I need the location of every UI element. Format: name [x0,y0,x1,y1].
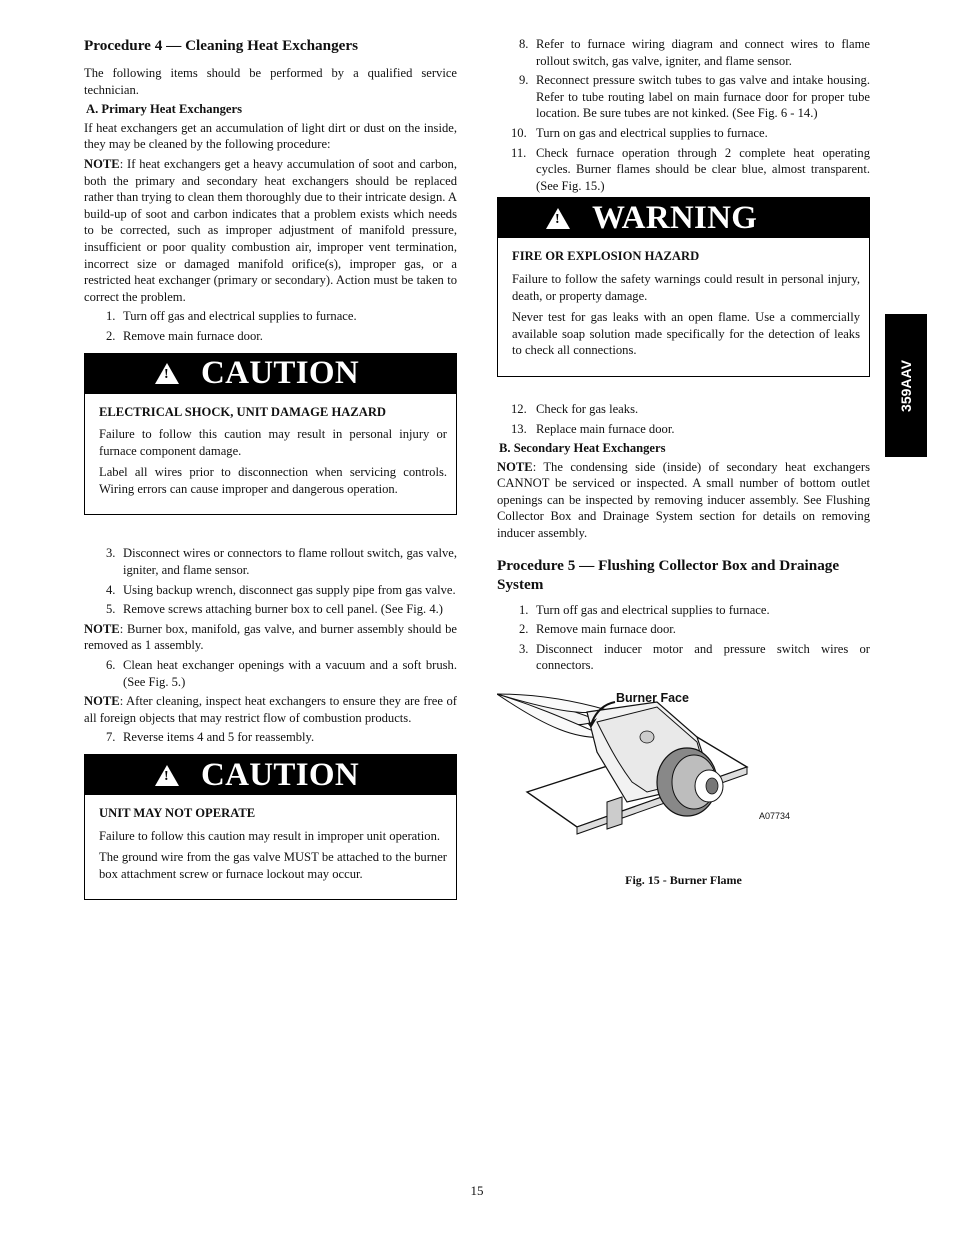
warning-box [497,197,870,377]
step-number: 8. [519,37,529,51]
step-text: Reconnect pressure switch tubes to gas valve and intake housing. Refer to tube routing label on main furnace door for proper tube location. Be sure tubes are not kinked. (See Fig. 6 - 14.) [536,73,870,121]
caution-header [85,354,456,394]
hazard-title: ELECTRICAL SHOCK, UNIT DAMAGE HAZARD [99,404,387,419]
caution-body [85,795,456,899]
step-number: 10. [511,125,527,140]
note-paragraph [497,459,870,542]
step-item [84,601,457,618]
step-item [497,621,870,638]
step-number: 2. [519,622,529,637]
step-number: 6. [106,658,116,673]
step-item [497,145,870,195]
figure-caption: Fig. 15 - Burner Flame [625,873,742,888]
step-item [84,328,457,345]
step-text: Clean heat exchanger openings with a vacuum and a soft brush. (See Fig. 5.) [123,658,457,689]
model-side-tab-label: 359AAV [898,359,914,412]
note-text: : The condensing side (inside) of secondary heat exchangers CANNOT be serviced or inspected. A small number of bottom outlet openings can be inspected by removing inducer assembly. See Flushing Collector Box and Drainage System section for details on removing inducer assembly. [497,459,870,541]
step-list [84,657,457,690]
warning-body [498,238,869,376]
step-item [84,582,457,599]
note-label: NOTE [84,156,120,171]
caution-word: CAUTION [201,756,359,793]
hazard-title: FIRE OR EXPLOSION HAZARD [512,249,700,264]
caution-text: Failure to follow this caution may result in personal injury or furnace component damage. [99,427,447,458]
step-text: Replace main furnace door. [536,421,675,436]
note-label: NOTE [84,694,120,709]
procedure-5-title: Procedure 5 — Flushing Collector Box and Drainage System [497,556,840,593]
model-side-tab [885,314,927,457]
step-number: 12. [511,401,527,416]
left-column [84,36,457,912]
step-text: Turn off gas and electrical supplies to furnace. [123,309,357,324]
warning-triangle-icon: ! [155,765,179,786]
hazard-title: UNIT MAY NOT OPERATE [99,806,256,820]
step-list [84,729,457,746]
step-item [84,545,457,578]
warning-header [498,198,869,238]
step-list [84,545,457,617]
caution-body [85,394,456,515]
step-number: 1. [519,602,529,617]
intro-paragraph: The following items should be performed by a qualified service technician. [84,66,457,97]
warning-triangle-icon: ! [546,208,570,229]
step-number: 11. [511,145,527,160]
warning-word: WARNING [592,200,758,237]
step-list [84,308,457,344]
step-item [497,125,870,142]
step-text: Remove main furnace door. [536,622,676,637]
note-text: : Burner box, manifold, gas valve, and burner assembly should be removed as 1 assembly. [84,621,457,653]
caution-box [84,754,457,900]
note-paragraph [84,693,457,726]
step-item [497,421,870,438]
right-column [497,36,870,889]
step-number: 7. [106,730,116,745]
note-label: NOTE [497,459,533,474]
step-list [497,401,870,437]
warning-text: Never test for gas leaks with an open flame. Use a commercially available soap solution made specifically for the detection of leaks to check all connections. [512,310,860,358]
step-number: 9. [519,73,529,88]
figure-code: A07734 [759,811,791,822]
step-text: Disconnect inducer motor and pressure switch wires or connectors. [536,641,870,673]
step-item [497,641,870,674]
caution-box [84,353,457,516]
warning-text: Failure to follow the safety warnings could result in personal injury, death, or property damage. [512,271,860,303]
page-number: 15 [470,1183,484,1198]
step-text: Remove screws attaching burner box to cell panel. (See Fig. 4.) [123,602,443,617]
caution-text: Failure to follow this caution may result in improper unit operation. [99,828,441,843]
step-text: Using backup wrench, disconnect gas supply pipe from gas valve. [123,582,456,597]
step-number: 4. [106,582,116,597]
step-number: 5. [106,602,116,617]
step-text: Turn on gas and electrical supplies to furnace. [536,125,768,140]
burner-flame-figure [497,682,870,872]
step-text: Check furnace operation through 2 complete heat operating cycles. Burner flames should be clear blue, almost transparent. (See Fig. 15.) [536,145,870,193]
step-text: Remove main furnace door. [123,328,263,343]
step-text: Refer to furnace wiring diagram and connect wires to flame rollout switch, gas valve, igniter, and flame sensor. [536,37,870,68]
subheading-primary: A. Primary Heat Exchangers [86,102,242,117]
step-item [497,401,870,418]
step-item [84,657,457,690]
note-text: : After cleaning, inspect heat exchangers to ensure they are free of all foreign objects that may restrict flow of combustion products. [84,694,457,725]
procedure-4-title: Procedure 4 — Cleaning Heat Exchangers [84,37,359,54]
step-number: 3. [106,546,116,561]
caution-header [85,755,456,795]
step-text: Check for gas leaks. [536,401,639,416]
step-number: 2. [106,328,116,343]
subheading-secondary: B. Secondary Heat Exchangers [499,441,666,456]
caution-text: Label all wires prior to disconnection when servicing controls. Wiring errors can cause improper and dangerous operation. [99,465,447,496]
step-text: Reverse items 4 and 5 for reassembly. [123,730,315,745]
step-number: 13. [511,421,527,436]
warning-triangle-icon: ! [155,363,179,384]
step-list [497,36,870,194]
step-number: 3. [519,641,529,656]
note-paragraph [84,621,457,654]
caution-word: CAUTION [201,355,359,392]
step-item [497,602,870,619]
note-label: NOTE [84,621,120,636]
caution-text: The ground wire from the gas valve MUST be attached to the burner box attachment screw or furnace lockout may occur. [99,850,447,881]
step-number: 1. [106,309,116,324]
step-item [497,36,870,69]
step-text: Turn off gas and electrical supplies to furnace. [536,602,770,617]
burner-face-label: Burner Face [616,691,689,706]
note-paragraph [84,156,457,305]
note-text: : If heat exchangers get a heavy accumulation of soot and carbon, both the primary and secondary heat exchangers should be replaced rather than trying to clean them thoroughly due to their intricate design. A build-up of soot and carbon indicates that a problem exists which needs to be corrected, such as improper adjustment of manifold pressure, insufficient or poor quality combustion air, improper vent termination, incorrect size or damaged manifold orifice(s), improper gas, or a restricted heat exchanger (primary or secondary). Action must be taken to correct the problem. [84,156,457,304]
step-list [497,602,870,674]
step-item [84,308,457,325]
step-item [84,729,457,746]
step-text: Disconnect wires or connectors to flame rollout switch, gas valve, igniter, and flame sensor. [123,546,457,578]
step-item [497,72,870,122]
paragraph: If heat exchangers get an accumulation of light dirt or dust on the inside, they may be cleaned by the following procedure: [84,120,457,152]
